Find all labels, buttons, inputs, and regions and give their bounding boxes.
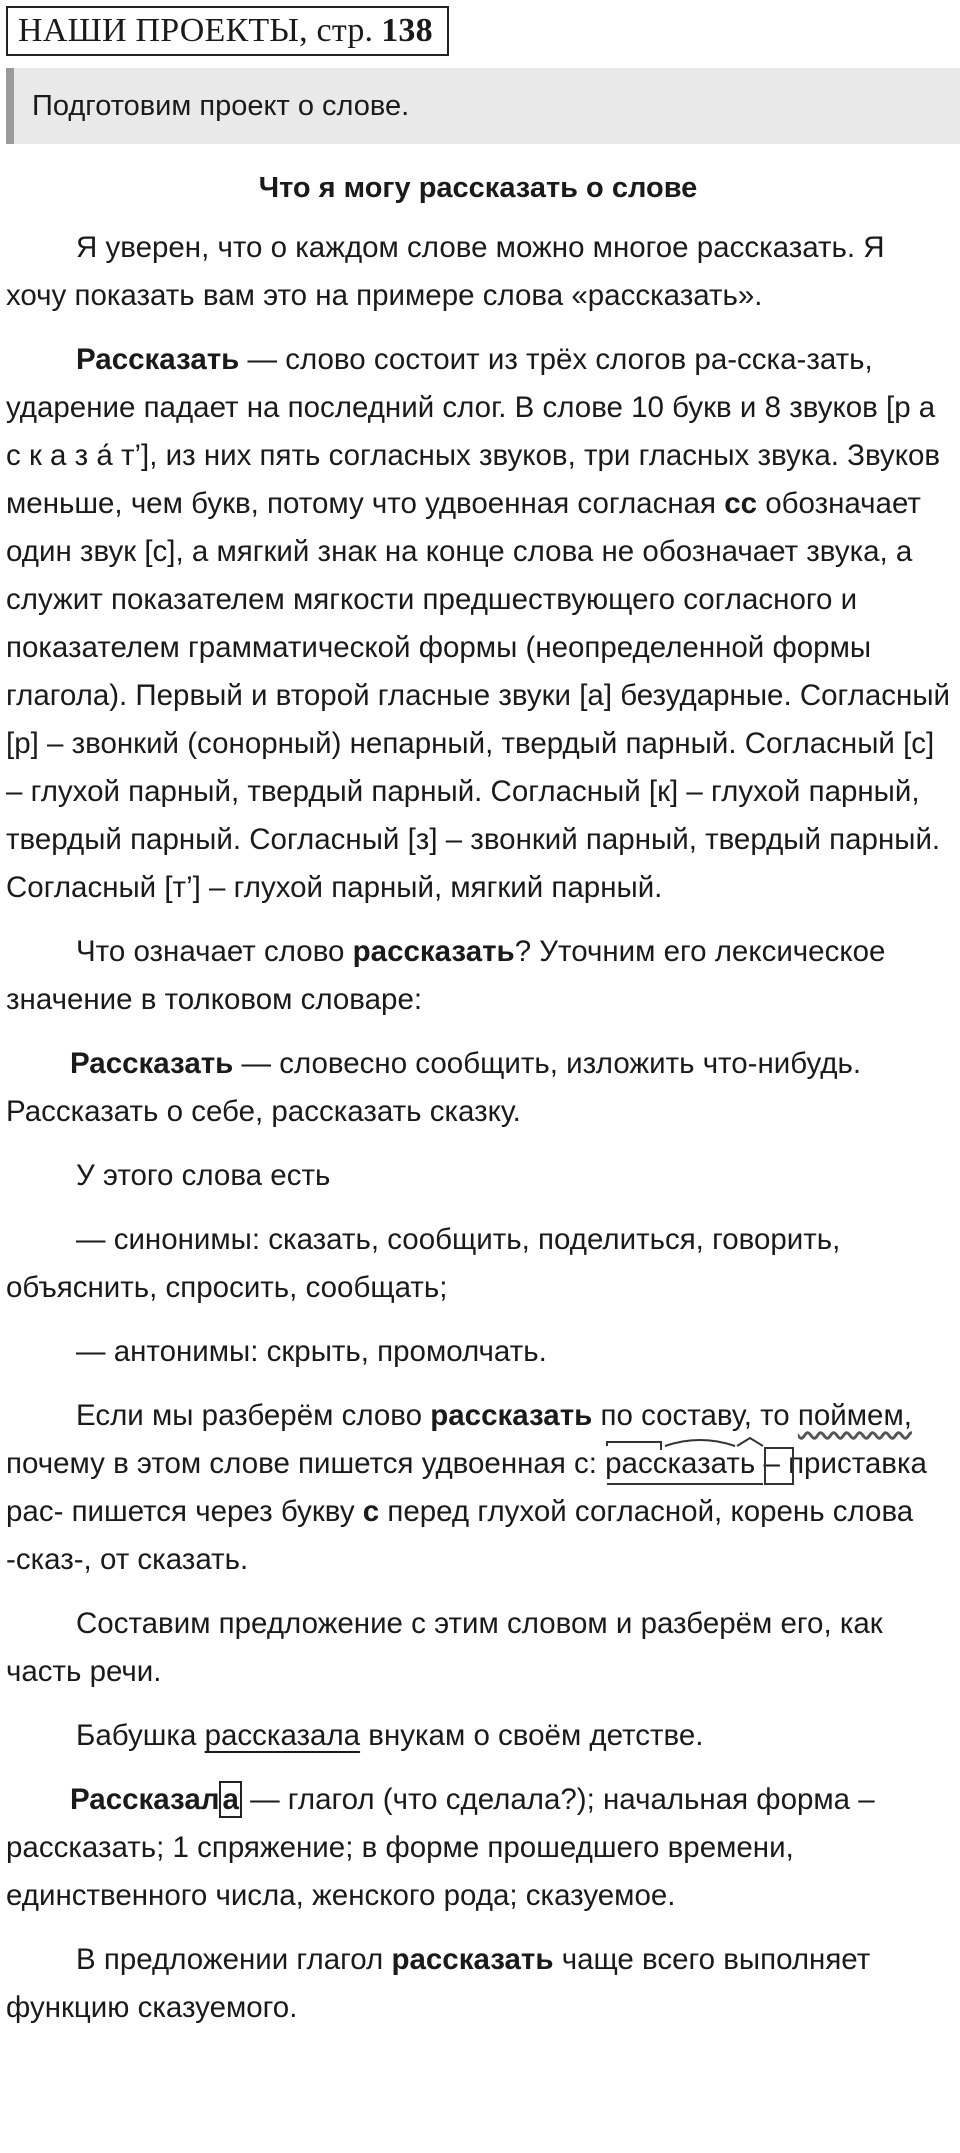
paragraph-phonetics [6,336,950,912]
morpheme-ending: ть [726,1447,756,1480]
task-banner [6,68,960,144]
paragraph-conclusion [6,1936,950,2032]
text-span: – приставка рас- пишется через букву [6,1447,927,1528]
term-ending-boxed: а [219,1781,241,1818]
term-stem: Рассказал [70,1783,220,1816]
paragraph-example-sentence [6,1712,950,1760]
letter-c: с [362,1495,380,1528]
paragraph-relations-intro: У этого слова есть [76,1159,331,1192]
morpheme-root: сказ [652,1447,711,1480]
text-span: по составу, то [592,1399,798,1432]
paragraph-meaning-question [6,928,950,1024]
text-span: — глагол (что сделала?); начальная форма – рассказать; 1 спряжение; в форме прошедшего времени, единственного числа, женского рода; сказуемое. [6,1783,875,1912]
paragraph-morphology [6,1392,950,1584]
text-span: В предложении глагол [76,1943,392,1976]
root-arc [665,1440,735,1446]
text-span: перед глухой согласной, корень слова -сказ-, от сказать. [6,1495,914,1576]
underlined-predicate: рассказала [204,1719,361,1752]
page-header [6,6,449,56]
text-span: чаще всего выполняет функцию сказуемого. [6,1943,871,2024]
paragraph-antonyms: — антонимы: скрыть, промолчать. [76,1335,547,1368]
suffix-mark [737,1438,763,1446]
text-span: внукам о своём детстве. [360,1719,704,1752]
text-span: Если мы разберём слово [76,1399,431,1432]
wavy-underlined-word: поймем, [797,1399,912,1432]
header-section: НАШИ ПРОЕКТЫ, стр. [18,12,374,49]
term-word: рассказать [352,935,515,968]
task-text: Подготовим проект о слове. [32,89,410,122]
text-span: обозначает один звук [с], а мягкий знак на конце слова не обозначает звука, а служит показателем мягкости предшествующего согласного и показателем грамматической формы (неопределенной формы глагола). Первый и второй гласные звуки [а] безударные. Согласный [р] – звонкий (сонорный) непарный, твердый парный. Согласный [с] – глухой парный, твердый парный. Согласный [к] – глухой парный, твердый парный. Согласный [з] – звонкий парный, твердый парный. Согласный [т’] – глухой парный, мягкий парный. [6,487,950,904]
header-page-number: 138 [381,12,433,49]
document-title: Что я могу рассказать о слове [258,172,698,204]
paragraph-pos-analysis [6,1776,950,1920]
text-span: — словесно сообщить, изложить что-нибудь. Рассказать о себе, рассказать сказку. [6,1047,862,1128]
text-span: Что означает слово [76,935,353,968]
double-consonant: сс [724,487,758,520]
document-body [6,150,950,2048]
text-span: Бабушка [76,1719,205,1752]
text-span: ? Уточним его лексическое значение в толковом словаре: [6,935,886,1016]
morpheme-prefix: рас [605,1447,653,1480]
morpheme-parse [605,1440,755,1488]
paragraph-synonyms: — синонимы: сказать, сообщить, поделиться, говорить, объяснить, спросить, сообщать; [6,1223,841,1304]
text-span: — слово состоит из трёх слогов ра-сска-зать, ударение падает на последний слог. В слове 10 букв и 8 звуков [р а с к а з а́ т’], из них пять согласных звуков, три гласных звука. Звуков меньше, чем букв, потому что удвоенная согласная [6,343,941,520]
paragraph-sentence-task: Составим предложение с этим словом и разберём его, как часть речи. [6,1607,883,1688]
term-word: рассказать [391,1943,554,1976]
term-word: Рассказать [76,343,240,376]
morpheme-suffix: а [710,1447,727,1480]
term-word: Рассказать [70,1047,234,1080]
paragraph-intro: Я уверен, что о каждом слове можно многое рассказать. Я хочу показать вам это на примере слова «рассказать». [6,231,885,312]
text-span: почему в этом слове пишется удвоенная с: [6,1447,606,1480]
term-word: рассказать [430,1399,593,1432]
paragraph-definition [6,1040,950,1136]
